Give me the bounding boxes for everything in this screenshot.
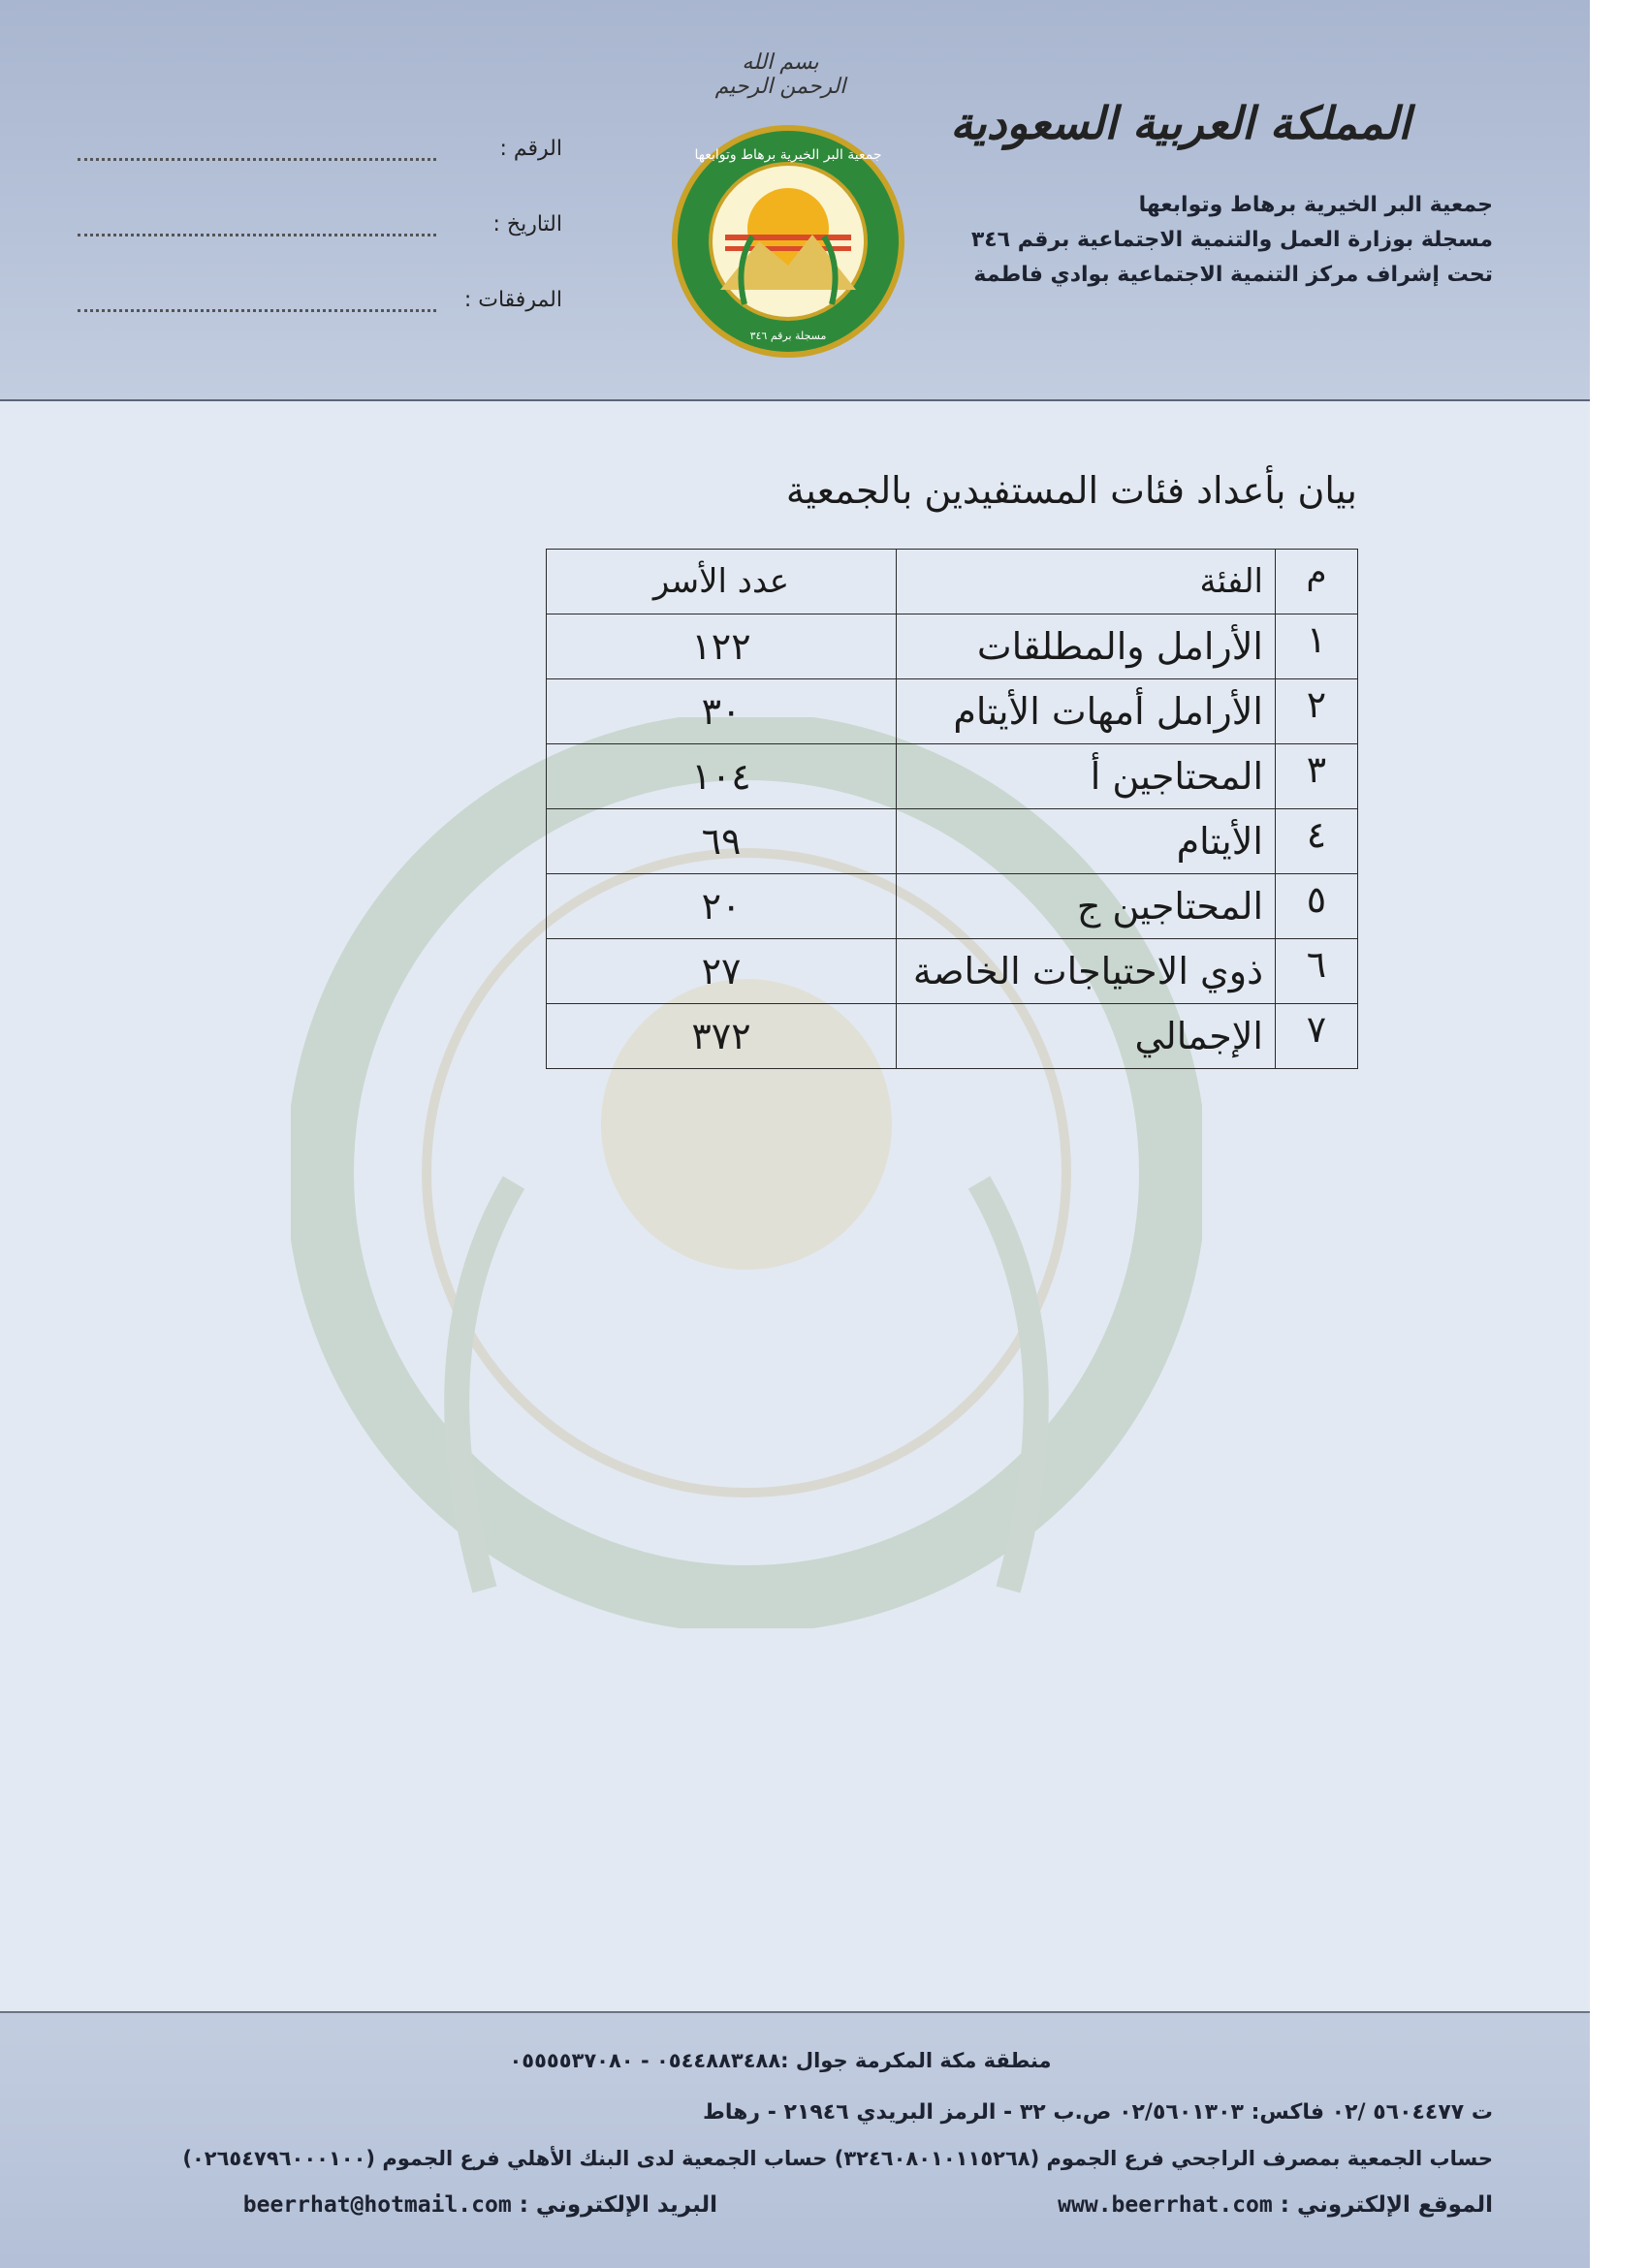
footer-bank-line: حساب الجمعية بمصرف الراجحي فرع الجموم (٣٢٤٦٠٨٠١٠١١٥٢٦٨) حساب الجمعية لدى البنك الأهلي فرع الجموم (٠٢٦٥٤٧٩٦٠٠٠١٠٠) bbox=[182, 2147, 1493, 2170]
dotted-line bbox=[78, 290, 436, 312]
website-link[interactable]: www.beerrhat.com bbox=[1058, 2192, 1273, 2218]
row-number: ٧ bbox=[1276, 1004, 1358, 1069]
kingdom-name: المملكة العربية السعودية bbox=[950, 97, 1410, 149]
row-number: ٦ bbox=[1276, 939, 1358, 1004]
column-header-number: م bbox=[1276, 550, 1358, 614]
registration-line: مسجلة بوزارة العمل والتنمية الاجتماعية برقم ٣٤٦ bbox=[970, 228, 1493, 252]
supervision-line: تحت إشراف مركز التنمية الاجتماعية بوادي فاطمة bbox=[973, 263, 1493, 287]
dotted-line bbox=[78, 139, 436, 161]
row-category: المحتاجين أ bbox=[897, 744, 1276, 809]
attachments-label: المرفقات : bbox=[463, 288, 562, 312]
table-row bbox=[547, 614, 1358, 679]
reference-number-label: الرقم : bbox=[499, 137, 562, 161]
row-number: ٣ bbox=[1276, 744, 1358, 809]
row-families-count: ١٠٤ bbox=[547, 744, 897, 809]
row-families-count: ٦٩ bbox=[547, 809, 897, 874]
footer-contact-line: ت ٥٦٠٤٤٧٧ /٠٢ فاكس: ٠٢/٥٦٠١٣٠٣ ص.ب ٣٢ - الرمز البريدي ٢١٩٤٦ - رهاط bbox=[703, 2100, 1493, 2125]
table-row bbox=[547, 939, 1358, 1004]
basmala: بسم الله الرحمن الرحيم bbox=[714, 50, 846, 99]
row-families-count: ٢٧ bbox=[547, 939, 897, 1004]
table-header-row bbox=[547, 550, 1358, 614]
attachments-field bbox=[68, 275, 562, 312]
document-title: بيان بأعداد فئات المستفيدين بالجمعية bbox=[785, 469, 1357, 512]
reference-number-field bbox=[68, 124, 562, 161]
row-number: ٥ bbox=[1276, 874, 1358, 939]
row-number: ١ bbox=[1276, 614, 1358, 679]
column-header-families: عدد الأسر bbox=[547, 550, 897, 614]
row-category: الأرامل والمطلقات bbox=[897, 614, 1276, 679]
logo-ring-text: جمعية البر الخيرية برهاط وتوابعها bbox=[694, 147, 882, 163]
organization-logo bbox=[667, 120, 909, 362]
footer-mobile-line: منطقة مكة المكرمة جوال :٠٥٤٤٨٨٣٤٨٨ - ٠٥٥٥٥٣٧٠٨٠ bbox=[509, 2049, 1052, 2072]
row-families-count: ٣٠ bbox=[547, 679, 897, 744]
row-category: الإجمالي bbox=[897, 1004, 1276, 1069]
scan-margin bbox=[1590, 0, 1648, 2266]
website-info bbox=[1058, 2192, 1493, 2218]
email-link[interactable]: beerrhat@hotmail.com bbox=[242, 2192, 512, 2218]
date-label: التاريخ : bbox=[492, 212, 562, 236]
table-row bbox=[547, 679, 1358, 744]
row-category: الأيتام bbox=[897, 809, 1276, 874]
table-total-row bbox=[547, 1004, 1358, 1069]
date-field bbox=[68, 200, 562, 236]
beneficiaries-table bbox=[546, 549, 1358, 1069]
logo-bottom-text: مسجلة برقم ٣٤٦ bbox=[749, 330, 827, 342]
table-row bbox=[547, 744, 1358, 809]
footer-web-line bbox=[68, 2192, 1493, 2231]
row-category: ذوي الاحتياجات الخاصة bbox=[897, 939, 1276, 1004]
table-row bbox=[547, 809, 1358, 874]
row-families-count: ٣٧٢ bbox=[547, 1004, 897, 1069]
organization-name: جمعية البر الخيرية برهاط وتوابعها bbox=[1138, 193, 1493, 217]
reference-fields bbox=[68, 124, 562, 351]
column-header-category: الفئة bbox=[897, 550, 1276, 614]
email-info bbox=[243, 2192, 717, 2218]
table-row bbox=[547, 874, 1358, 939]
row-families-count: ١٢٢ bbox=[547, 614, 897, 679]
row-families-count: ٢٠ bbox=[547, 874, 897, 939]
website-label: الموقع الإلكتروني : bbox=[1280, 2192, 1493, 2218]
dotted-line bbox=[78, 214, 436, 236]
organization-block bbox=[950, 97, 1493, 293]
row-number: ٤ bbox=[1276, 809, 1358, 874]
row-category: المحتاجين ج bbox=[897, 874, 1276, 939]
email-label: البريد الإلكتروني : bbox=[519, 2192, 717, 2218]
row-number: ٢ bbox=[1276, 679, 1358, 744]
row-category: الأرامل أمهات الأيتام bbox=[897, 679, 1276, 744]
